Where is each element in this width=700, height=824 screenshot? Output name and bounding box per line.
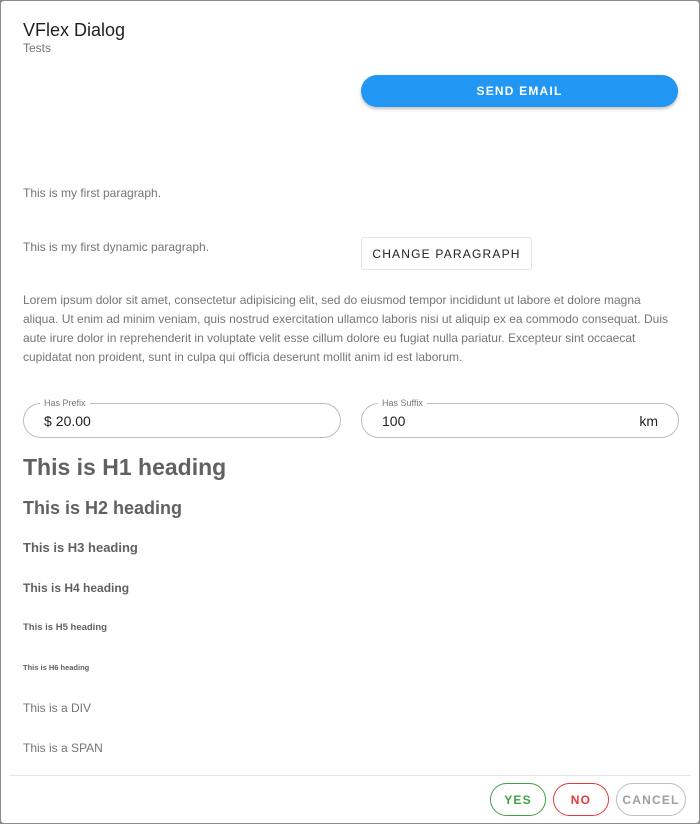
- change-paragraph-button[interactable]: CHANGE PARAGRAPH: [361, 237, 532, 270]
- prefix-field-label: Has Prefix: [40, 397, 90, 409]
- dialog-subtitle: Tests: [23, 41, 52, 55]
- suffix-field[interactable]: [361, 398, 679, 438]
- send-email-button[interactable]: SEND EMAIL: [361, 75, 678, 107]
- prefix-input[interactable]: [56, 413, 320, 429]
- unit-suffix: km: [639, 412, 658, 429]
- lorem-paragraph: Lorem ipsum dolor sit amet, consectetur adipisicing elit, sed do eiusmod tempor incididunt ut labore et dolore magna aliqua. Ut enim ad minim veniam, quis nostrud exercitation ullamco laboris nisi ut aliquip ex ea commodo consequat. Duis aute irure dolor in reprehenderit in voluptate velit esse cillum dolore eu fugiat nulla pariatur. Excepteur sint occaecat cupidatat non proident, sunt in culpa qui officia deserunt mollit anim id est laborum.: [23, 293, 668, 364]
- heading-h5: This is H5 heading: [23, 622, 107, 633]
- first-paragraph: This is my first paragraph.: [23, 186, 162, 200]
- heading-h4: This is H4 heading: [23, 581, 130, 595]
- heading-h6: This is H6 heading: [23, 663, 90, 672]
- dynamic-paragraph: This is my first dynamic paragraph.: [23, 240, 210, 254]
- yes-button[interactable]: YES: [490, 783, 546, 816]
- vflex-dialog: [1, 1, 699, 823]
- heading-h3: This is H3 heading: [23, 540, 138, 555]
- heading-h1: This is H1 heading: [23, 454, 227, 480]
- span-text: This is a SPAN: [23, 741, 103, 755]
- heading-h2: This is H2 heading: [23, 498, 183, 518]
- suffix-input[interactable]: [382, 413, 639, 429]
- dialog-title: VFlex Dialog: [23, 20, 126, 40]
- cancel-button[interactable]: CANCEL: [616, 783, 686, 816]
- suffix-field-label: Has Suffix: [378, 397, 427, 409]
- actions-divider: [9, 775, 691, 776]
- div-text: This is a DIV: [23, 701, 92, 715]
- prefix-field[interactable]: [23, 398, 341, 438]
- no-button[interactable]: NO: [553, 783, 609, 816]
- currency-prefix: $: [44, 412, 52, 429]
